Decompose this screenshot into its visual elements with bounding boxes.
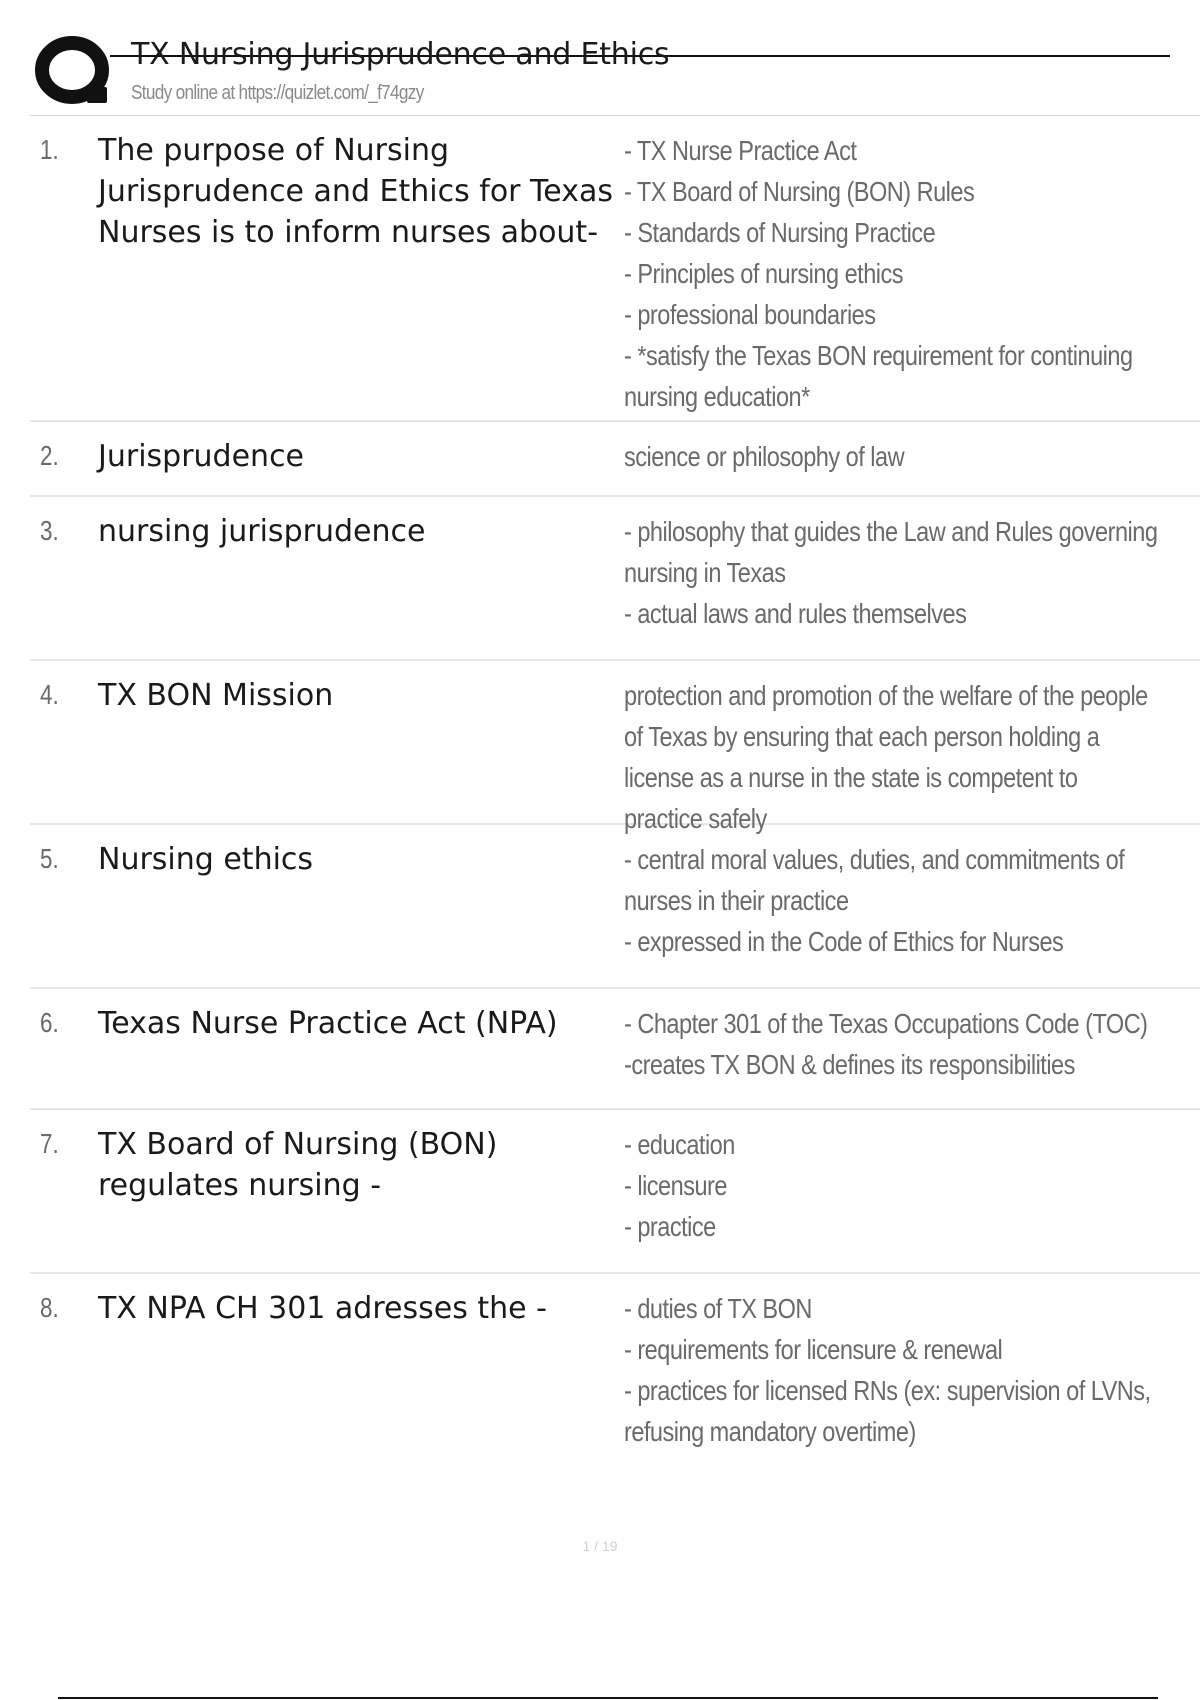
card-number: 7. <box>40 1128 59 1159</box>
definition-line: - professional boundaries <box>624 299 876 330</box>
card-term: TX BON Mission <box>98 678 334 713</box>
flashcard-row <box>30 661 1200 834</box>
page-number: 1 / 19 <box>582 1538 618 1554</box>
card-definition <box>624 436 1162 477</box>
card-number: 4. <box>40 679 59 710</box>
card-definition <box>624 1288 1162 1452</box>
flashcard-row <box>30 1274 1200 1484</box>
definition-line: - Chapter 301 of the Texas Occupations Code (TOC) <box>624 1008 1148 1039</box>
definition-line: - expressed in the Code of Ethics for Nurses <box>624 926 1064 957</box>
card-definition <box>624 130 1162 417</box>
set-title: TX Nursing Jurisprudence and Ethics <box>131 37 670 72</box>
definition-line: - philosophy that guides the Law and Rules governing nursing in Texas <box>624 516 1164 588</box>
definition-line: - central moral values, duties, and commitments of nurses in their practice <box>624 844 1131 916</box>
card-number: 3. <box>40 515 59 546</box>
definition-line: -creates TX BON & defines its responsibilities <box>624 1049 1075 1080</box>
definition-line: - TX Board of Nursing (BON) Rules <box>624 176 975 207</box>
card-definition <box>624 675 1162 839</box>
card-definition <box>624 839 1162 962</box>
flashcard-row <box>30 116 1200 422</box>
flashcard-row <box>30 422 1200 497</box>
card-definition <box>624 1124 1162 1247</box>
definition-line: - Standards of Nursing Practice <box>624 217 936 248</box>
card-term: TX Board of Nursing (BON) regulates nursing - <box>98 1127 498 1203</box>
card-definition <box>624 1003 1162 1085</box>
definition-line: - education <box>624 1129 735 1160</box>
definition-line: - practices for licensed RNs (ex: supervision of LVNs, refusing mandatory overtime) <box>624 1375 1157 1447</box>
definition-line: protection and promotion of the welfare of the people of Texas by ensuring that each person holding a license as a nurse in the state is competent to practice safely <box>624 680 1154 834</box>
definition-line: - practice <box>624 1211 716 1242</box>
flashcard-list <box>30 116 1200 1484</box>
definition-line: - TX Nurse Practice Act <box>624 135 857 166</box>
flashcard-row <box>30 989 1200 1110</box>
card-term: The purpose of Nursing Jurisprudence and Ethics for Texas Nurses is to inform nurses about- <box>98 133 613 250</box>
card-definition <box>624 511 1162 634</box>
definition-line: - requirements for licensure & renewal <box>624 1334 1003 1365</box>
definition-line: - *satisfy the Texas BON requirement for continuing nursing education* <box>624 340 1139 412</box>
card-number: 8. <box>40 1292 59 1323</box>
card-number: 1. <box>40 134 59 165</box>
quizlet-logo-icon <box>32 32 142 112</box>
card-number: 2. <box>40 440 59 471</box>
card-number: 6. <box>40 1007 59 1038</box>
definition-line: - licensure <box>624 1170 727 1201</box>
card-number: 5. <box>40 843 59 874</box>
definition-line: - duties of TX BON <box>624 1293 812 1324</box>
card-term: Texas Nurse Practice Act (NPA) <box>98 1006 558 1041</box>
card-term: Nursing ethics <box>98 842 314 877</box>
flashcard-row <box>30 825 1200 989</box>
card-term: TX NPA CH 301 adresses the - <box>98 1291 547 1326</box>
card-term: Jurisprudence <box>98 439 305 474</box>
card-term: nursing jurisprudence <box>98 514 426 549</box>
flashcard-row <box>30 497 1200 661</box>
footer-divider <box>58 1697 1158 1699</box>
flashcard-row <box>30 1110 1200 1274</box>
page-header <box>30 32 1140 116</box>
definition-line: science or philosophy of law <box>624 441 905 472</box>
definition-line: - actual laws and rules themselves <box>624 598 967 629</box>
study-online-link[interactable]: Study online at https://quizlet.com/_f74gzy <box>131 82 424 104</box>
definition-line: - Principles of nursing ethics <box>624 258 904 289</box>
